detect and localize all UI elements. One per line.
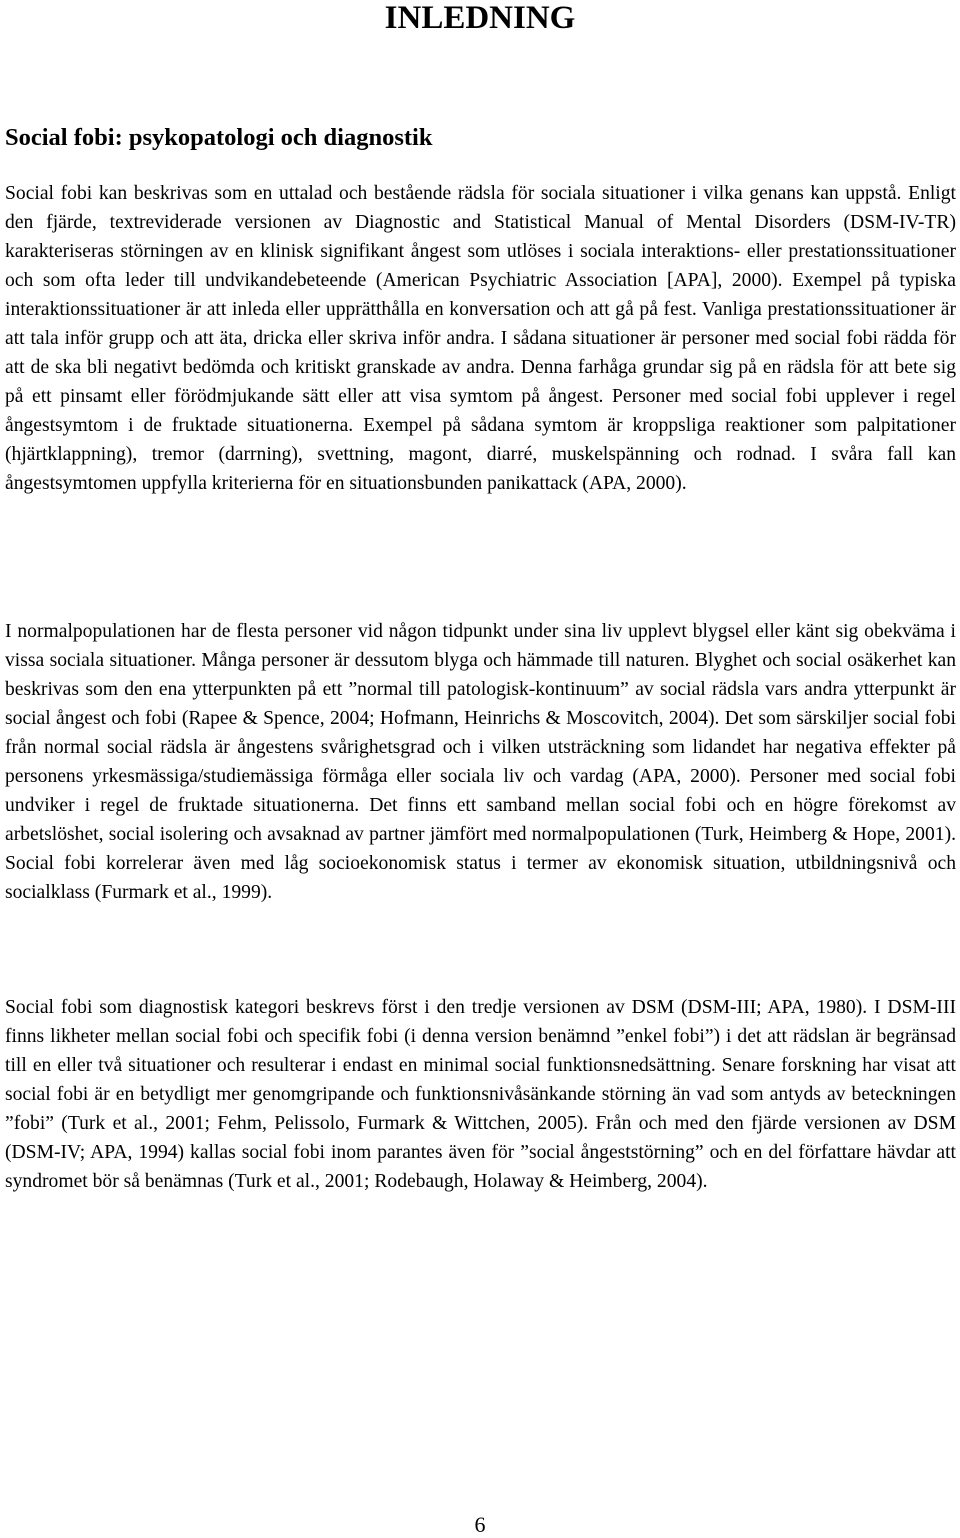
chapter-title: INLEDNING: [384, 0, 576, 36]
page-number: 6: [474, 1512, 486, 1537]
body-paragraph-1: Social fobi kan beskrivas som en uttalad och bestående rädsla för sociala situationer i vilka genans kan uppstå. Enligt den fjärde, textreviderade versionen av Diagnostic and Statistical Manual of Mental Disorders (DSM-IV-TR) karakteriseras störningen av en klinisk signifikant ångest som utlöses i sociala interaktions- eller prestationssituationer och som ofta leder till undvikandebeteende (American Psychiatric Association [APA], 2000). Exempel på typiska interaktionssituationer är att inleda eller upprätthålla en konversation och att gå på fest. Vanliga prestationssituationer är att tala inför grupp och att äta, dricka eller skriva inför andra. I sådana situationer är personer med social fobi rädda för att de ska bli negativt bedömda och kritiskt granskade av andra. Denna farhåga grundar sig på en rädsla för att bete sig på ett pinsamt eller förödmjukande sätt eller att visa symtom på ångest. Personer med social fobi upplever i regel ångestsymtom i de fruktade situationerna. Exempel på sådana symtom är kroppsliga reaktioner som palpitationer (hjärtklappning), tremor (darrning), svettning, magont, diarré, muskelspänning och rodnad. I svåra fall kan ångestsymtomen uppfylla kriterierna för en situationsbunden panikattack (APA, 2000).: [5, 183, 956, 494]
section-heading: Social fobi: psykopatologi och diagnostik: [5, 124, 433, 151]
body-paragraph-2: I normalpopulationen har de flesta personer vid någon tidpunkt under sina liv upplevt blygsel eller känt sig obekväma i vissa sociala situationer. Många personer är dessutom blyga och hämmade till naturen. Blyghet och social osäkerhet kan beskrivas som den ena ytterpunkten på ett ”normal till patologisk-kontinuum” av social rädsla vars andra ytterpunkt är social ångest och fobi (Rapee & Spence, 2004; Hofmann, Heinrichs & Moscovitch, 2004). Det som särskiljer social fobi från normal social rädsla är ångestens svårighetsgrad och i vilken utsträckning som lidandet har negativa effekter på personens yrkesmässiga/studiemässiga förmåga eller sociala liv och vardag (APA, 2000). Personer med social fobi undviker i regel de fruktade situationerna. Det finns ett samband mellan social fobi och en högre förekomst av arbetslöshet, social isolering och avsaknad av partner jämfört med normalpopulationen (Turk, Heimberg & Hope, 2001). Social fobi korrelerar även med låg socioekonomisk status i termer av ekonomisk situation, utbildningsnivå och socialklass (Furmark et al., 1999).: [5, 621, 956, 903]
body-paragraph-3: Social fobi som diagnostisk kategori beskrevs först i den tredje versionen av DSM (DSM-III; APA, 1980). I DSM-III finns likheter mellan social fobi och specifik fobi (i denna version benämnd ”enkel fobi”) i det att rädslan är begränsad till en eller två situationer och resulterar i endast en minimal social funktionsnedsättning. Senare forskning har visat att social fobi är en betydligt mer genomgripande och funktionsnivåsänkande störning än vad som antyds av beteckningen ”fobi” (Turk et al., 2001; Fehm, Pelissolo, Furmark & Wittchen, 2005). Från och med den fjärde versionen av DSM (DSM-IV; APA, 1994) kallas social fobi inom parantes även för ”social ångeststörning” och en del författare hävdar att syndromet bör så benämnas (Turk et al., 2001; Rodebaugh, Holaway & Heimberg, 2004).: [5, 997, 956, 1192]
